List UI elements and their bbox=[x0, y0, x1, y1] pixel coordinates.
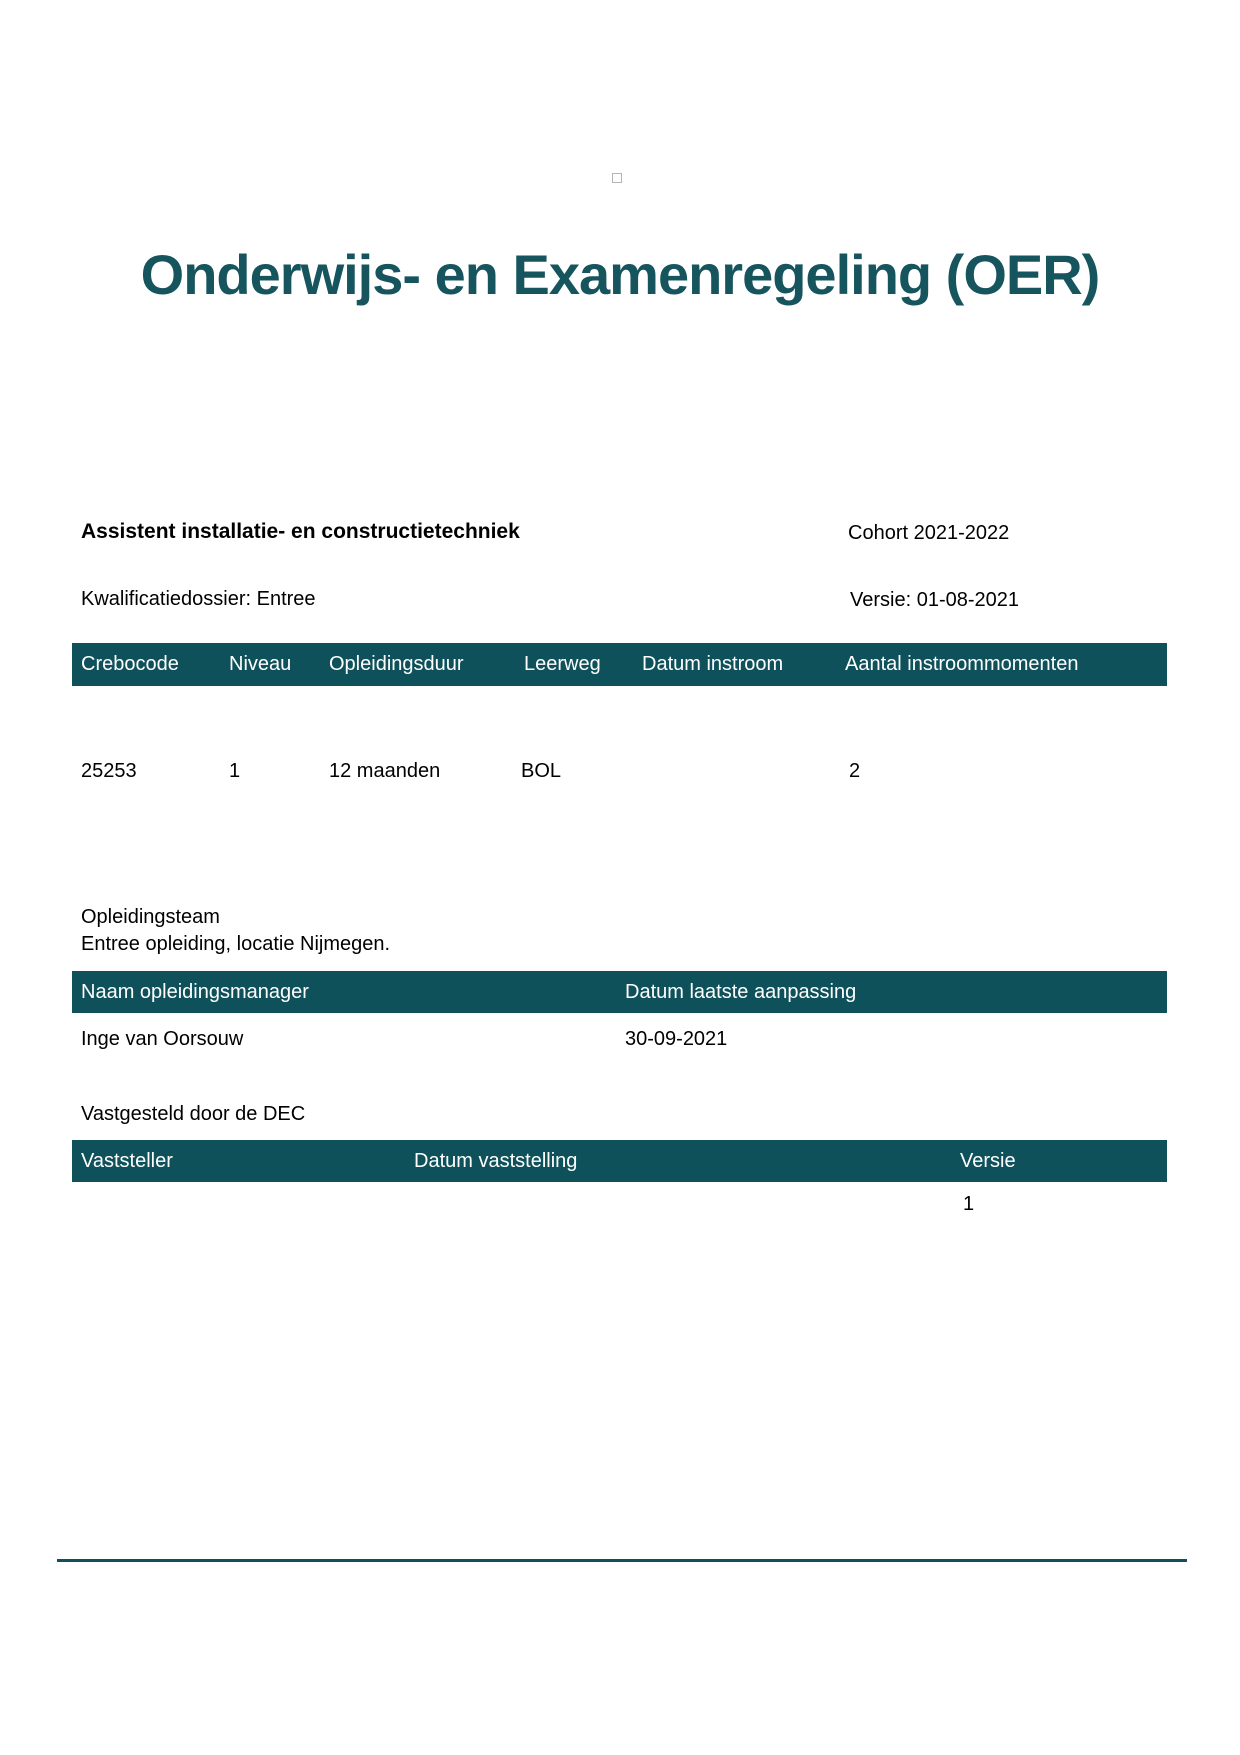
column-header-aantal-instroommomenten: Aantal instroommomenten bbox=[845, 653, 1079, 675]
cell-crebocode: 25253 bbox=[81, 760, 137, 782]
cell-opleidingsduur: 12 maanden bbox=[329, 760, 441, 782]
footer-divider bbox=[57, 1559, 1187, 1562]
column-header-niveau: Niveau bbox=[229, 653, 292, 675]
dec-table-header bbox=[72, 1140, 1167, 1182]
dec-heading: Vastgesteld door de DEC bbox=[81, 1103, 306, 1125]
column-header-naam-opleidingsmanager: Naam opleidingsmanager bbox=[81, 981, 309, 1003]
column-header-datum-instroom: Datum instroom bbox=[642, 653, 784, 675]
team-table-header bbox=[72, 971, 1167, 1013]
column-header-datum-vaststelling: Datum vaststelling bbox=[414, 1150, 578, 1172]
cell-opleidingsmanager: Inge van Oorsouw bbox=[81, 1028, 244, 1050]
cell-aantal-instroommomenten: 2 bbox=[849, 760, 861, 782]
dec-table-row bbox=[72, 1193, 1167, 1219]
column-header-leerweg: Leerweg bbox=[524, 653, 601, 675]
cell-versie: 1 bbox=[963, 1193, 975, 1215]
program-table-header bbox=[72, 643, 1167, 686]
cohort-label: Cohort 2021-2022 bbox=[848, 522, 1010, 544]
program-name: Assistent installatie- en constructietechniek bbox=[81, 520, 520, 543]
column-header-versie: Versie bbox=[960, 1150, 1016, 1172]
team-table-row bbox=[72, 1028, 1167, 1054]
column-header-datum-laatste-aanpassing: Datum laatste aanpassing bbox=[625, 981, 857, 1003]
column-header-crebocode: Crebocode bbox=[81, 653, 179, 675]
cell-leerweg: BOL bbox=[521, 760, 562, 782]
cell-niveau: 1 bbox=[229, 760, 241, 782]
qualification-dossier-label: Kwalificatiedossier: Entree bbox=[81, 588, 316, 610]
version-label: Versie: 01-08-2021 bbox=[850, 589, 1020, 611]
team-heading: Opleidingsteam bbox=[81, 906, 220, 928]
team-subheading: Entree opleiding, locatie Nijmegen. bbox=[81, 933, 391, 955]
column-header-vaststeller: Vaststeller bbox=[81, 1150, 173, 1172]
cell-datum-laatste-aanpassing: 30-09-2021 bbox=[625, 1028, 728, 1050]
column-header-opleidingsduur: Opleidingsduur bbox=[329, 653, 464, 675]
image-placeholder-icon bbox=[612, 173, 622, 183]
program-table-row bbox=[72, 760, 1167, 786]
page-title: Onderwijs- en Examenregeling (OER) bbox=[140, 243, 1100, 306]
